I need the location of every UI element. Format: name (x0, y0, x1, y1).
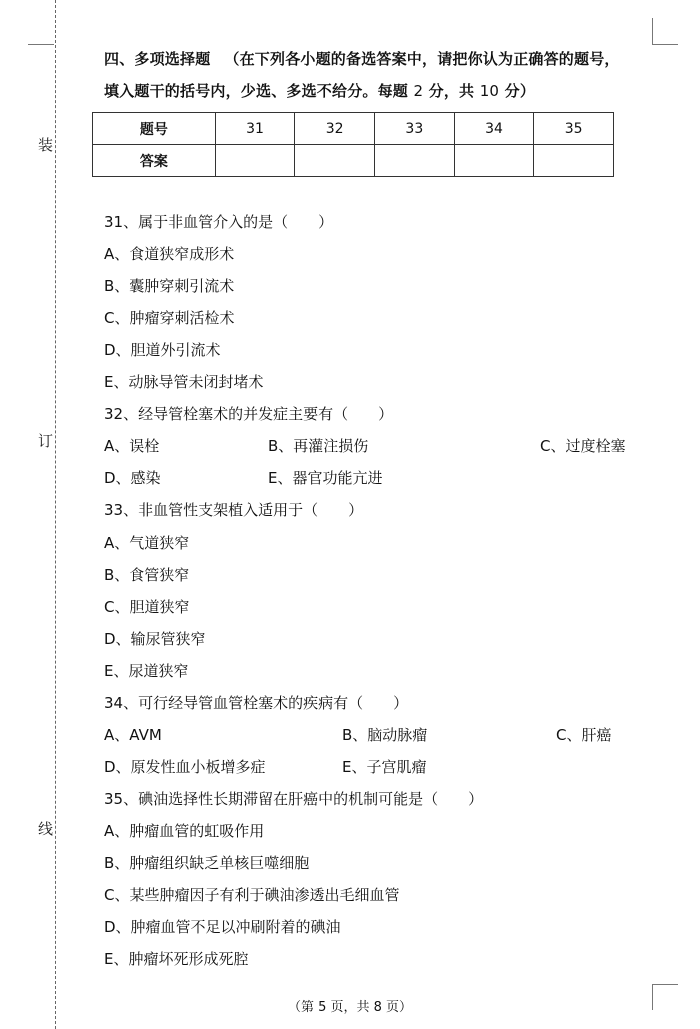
instruction-text-c: 分，共 (428, 82, 475, 100)
question-32-option-c: C、过度栓塞 (540, 437, 626, 455)
question-34-option-e: E、子宫肌瘤 (342, 758, 427, 776)
question-34-option-b: B、脑动脉瘤 (342, 726, 428, 744)
question-31-option-c: C、肿瘤穿刺活检术 (104, 309, 235, 327)
answer-table (92, 112, 614, 177)
answer-table-number-row (93, 113, 614, 145)
section-instruction-line-2 (104, 80, 535, 101)
answer-cell-31[interactable] (215, 145, 295, 177)
section-heading (104, 48, 620, 69)
binding-dashed-line (55, 0, 57, 1029)
page-footer: （第 5 页，共 8 页） (287, 1000, 413, 1015)
question-35-option-a: A、肿瘤血管的虹吸作用 (104, 822, 265, 840)
crop-mark-top-right-vertical (652, 18, 653, 44)
question-34-option-a: A、AVM (104, 726, 162, 744)
answer-table-number: 31 (215, 113, 295, 145)
instruction-text-a: 填入题干的括号内，少选、多选不给分。每题 (104, 82, 409, 100)
question-stem-35: 35、碘油选择性长期滞留在肝癌中的机制可能是（ ） (104, 790, 484, 808)
question-33-option-c: C、胆道狭窄 (104, 598, 190, 616)
crop-mark-bottom-right-horizontal (652, 984, 678, 985)
answer-table-label-answer: 答案 (93, 145, 216, 177)
section-instruction-1: （在下列各小题的备选答案中，请把你认为正确答的题号， (224, 50, 620, 68)
margin-mark-xian: 线 (38, 820, 54, 838)
question-33-option-e: E、尿道狭窄 (104, 662, 189, 680)
question-stem-32: 32、经导管栓塞术的并发症主要有（ ） (104, 405, 394, 423)
question-31-option-e: E、动脉导管未闭封堵术 (104, 373, 264, 391)
question-stem-34: 34、可行经导管血管栓塞术的疾病有（ ） (104, 694, 409, 712)
question-31-option-b: B、囊肿穿刺引流术 (104, 277, 235, 295)
instruction-points-each: 2 (413, 82, 424, 100)
question-35-option-d: D、肿瘤血管不足以冲刷附着的碘油 (104, 918, 341, 936)
answer-table-number: 32 (295, 113, 375, 145)
answer-table-answer-row (93, 145, 614, 177)
question-31-option-a: A、食道狭窄成形术 (104, 245, 235, 263)
question-32-option-d: D、感染 (104, 469, 161, 487)
question-35-option-e: E、肿瘤坏死形成死腔 (104, 950, 249, 968)
question-32-option-a: A、误栓 (104, 437, 160, 455)
answer-table-number: 33 (375, 113, 455, 145)
margin-mark-ding: 订 (38, 432, 54, 450)
question-34-option-d: D、原发性血小板增多症 (104, 758, 266, 776)
crop-mark-top-right-horizontal (652, 44, 678, 45)
question-31-option-d: D、胆道外引流术 (104, 341, 221, 359)
crop-mark-top-left (28, 44, 54, 45)
question-34-option-c: C、肝癌 (556, 726, 612, 744)
answer-table-number: 34 (454, 113, 534, 145)
answer-cell-35[interactable] (534, 145, 614, 177)
question-32-option-e: E、器官功能亢进 (268, 469, 383, 487)
answer-table-number: 35 (534, 113, 614, 145)
answer-cell-32[interactable] (295, 145, 375, 177)
section-title: 四、多项选择题 (104, 50, 211, 68)
question-35-option-b: B、肿瘤组织缺乏单核巨噬细胞 (104, 854, 310, 872)
question-32-option-b: B、再灌注损伤 (268, 437, 369, 455)
question-33-option-b: B、食管狭窄 (104, 566, 190, 584)
instruction-text-e: 分） (504, 82, 536, 100)
question-stem-33: 33、非血管性支架植入适用于（ ） (104, 501, 364, 519)
question-33-option-d: D、输尿管狭窄 (104, 630, 206, 648)
instruction-points-total: 10 (479, 82, 500, 100)
answer-cell-34[interactable] (454, 145, 534, 177)
question-stem-31: 31、属于非血管介入的是（ ） (104, 213, 334, 231)
question-35-option-c: C、某些肿瘤因子有利于碘油渗透出毛细血管 (104, 886, 400, 904)
margin-mark-zhuang: 装 (38, 136, 54, 154)
question-33-option-a: A、气道狭窄 (104, 534, 190, 552)
answer-table-label-number: 题号 (93, 113, 216, 145)
answer-cell-33[interactable] (375, 145, 455, 177)
